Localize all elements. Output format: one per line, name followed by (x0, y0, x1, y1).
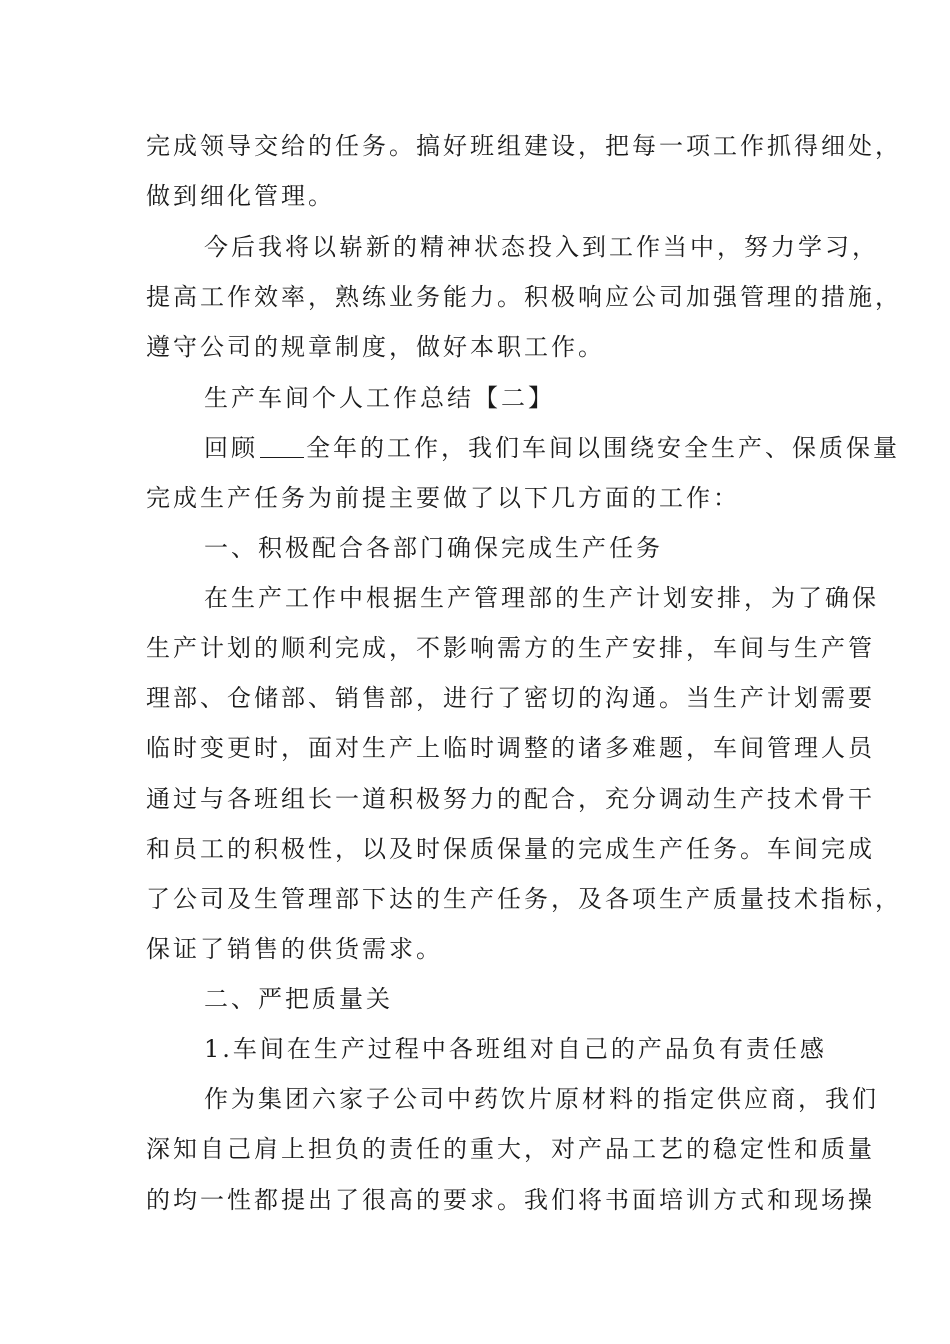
body-line: 深知自己肩上担负的责任的重大，对产品工艺的稳定性和质量 (146, 1135, 875, 1163)
body-line: 临时变更时，面对生产上临时调整的诸多难题，车间管理人员 (146, 734, 875, 762)
body-line: 理部、仓储部、销售部，进行了密切的沟通。当生产计划需要 (146, 684, 875, 712)
body-line: 了公司及生管理部下达的生产任务，及各项生产质量技术指标， (146, 885, 902, 913)
numbered-item: 1.车间在生产过程中各班组对自己的产品负有责任感 (204, 1035, 827, 1063)
line-rest: 全年的工作，我们车间以围绕安全生产、保质保量 (306, 434, 900, 462)
body-line: 的均一性都提出了很高的要求。我们将书面培训方式和现场操 (146, 1186, 875, 1214)
subsection-heading: 二、严把质量关 (204, 985, 393, 1013)
body-line: 和员工的积极性，以及时保质保量的完成生产任务。车间完成 (146, 835, 875, 863)
paragraph-line: 在生产工作中根据生产管理部的生产计划安排，为了确保 (204, 584, 879, 612)
body-line: 完成领导交给的任务。搞好班组建设，把每一项工作抓得细处， (146, 132, 902, 160)
blank-underline (260, 437, 304, 458)
line-prefix: 回顾 (204, 434, 258, 462)
paragraph-line (204, 428, 900, 468)
body-line: 提高工作效率，熟练业务能力。积极响应公司加强管理的措施， (146, 283, 902, 311)
subsection-heading: 一、积极配合各部门确保完成生产任务 (204, 534, 663, 562)
body-line: 通过与各班组长一道积极努力的配合，充分调动生产技术骨干 (146, 785, 875, 813)
section-heading: 生产车间个人工作总结【二】 (204, 384, 555, 412)
body-line: 完成生产任务为前提主要做了以下几方面的工作： (146, 484, 740, 512)
paragraph-line: 作为集团六家子公司中药饮片原材料的指定供应商，我们 (204, 1085, 879, 1113)
body-line: 保证了销售的供货需求。 (146, 935, 443, 963)
paragraph-line: 今后我将以崭新的精神状态投入到工作当中，努力学习， (204, 233, 879, 261)
body-line: 做到细化管理。 (146, 182, 335, 210)
body-line: 生产计划的顺利完成，不影响需方的生产安排，车间与生产管 (146, 634, 875, 662)
body-line: 遵守公司的规章制度，做好本职工作。 (146, 333, 605, 361)
